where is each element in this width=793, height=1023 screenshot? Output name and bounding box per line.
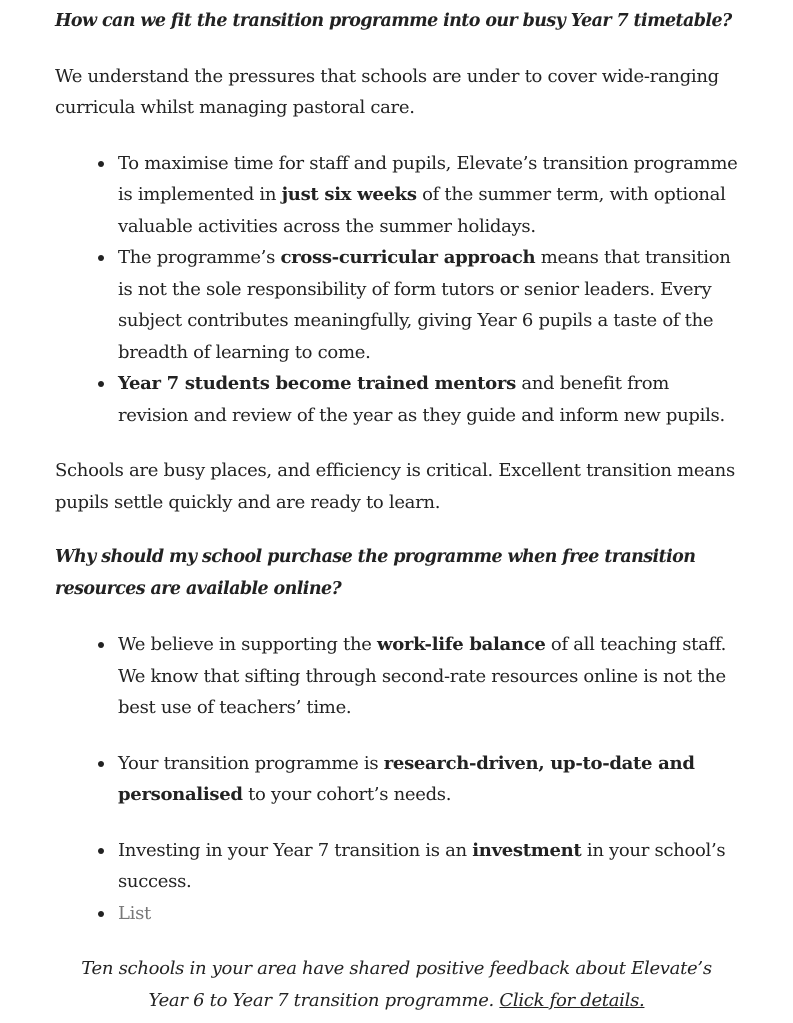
list-item	[118, 148, 738, 243]
list-item-text: We believe in supporting the	[118, 634, 378, 655]
list-item-text: of the summer term, with optional valuable activities across the summer holidays.	[118, 184, 726, 237]
list-item	[118, 242, 738, 368]
feedback-caption-text: Ten schools in your area have shared positive feedback about Elevate’s Year 6 to Year 7 transition programme.	[81, 958, 712, 1011]
list-item-text: and benefit from revision and review of the year as they guide and inform new pupils.	[118, 373, 725, 426]
list-item-placeholder[interactable]: List	[118, 898, 738, 930]
list-item	[118, 748, 738, 811]
faq-intro-paragraph: We understand the pressures that schools are under to cover wide-ranging curricula whilst managing pastoral care.	[55, 65, 719, 118]
list-item-text: in your school’s success.	[118, 839, 726, 892]
list-item-text: The programme’s	[118, 247, 281, 268]
list-item	[118, 368, 738, 431]
list-item-emphasis: research-driven, up-to-date and personalised	[118, 752, 695, 805]
list-item	[118, 629, 738, 724]
list-item-emphasis: Year 7 students become trained mentors	[118, 373, 516, 394]
faq-question-free-resources: Why should my school purchase the programme when free transition resources are available online?	[55, 547, 696, 599]
purchase-reasons-list	[55, 629, 738, 929]
faq-question-timetable: How can we fit the transition programme into our busy Year 7 timetable?	[55, 11, 732, 31]
timetable-benefits-list	[55, 148, 738, 432]
list-item-emphasis: cross-curricular approach	[280, 247, 536, 268]
faq-outro-paragraph: Schools are busy places, and efficiency is critical. Excellent transition means pupils settle quickly and are ready to learn.	[55, 460, 735, 513]
list-item-emphasis: investment	[472, 839, 582, 861]
list-item-text: Your transition programme is	[118, 752, 384, 774]
feedback-caption	[55, 953, 738, 1016]
list-item-text: Investing in your Year 7 transition is an	[118, 839, 473, 861]
click-for-details-link[interactable]: Click for details.	[499, 989, 645, 1011]
list-item-text: means that transition is not the sole responsibility of form tutors or senior leaders. Every subject contributes meaningfully, giving Year 6 pupils a taste of the breadth of learning to come.	[118, 247, 731, 363]
list-item-emphasis: just six weeks	[281, 184, 417, 205]
list-item	[118, 835, 738, 898]
list-item-emphasis: work-life balance	[377, 634, 546, 655]
list-item-text: To maximise time for staff and pupils, Elevate’s transition programme is implemented in	[118, 152, 738, 205]
list-item-text: to your cohort’s needs.	[242, 784, 452, 805]
list-item-text: of all teaching staff. We know that sifting through second-rate resources online is not the best use of teachers’ time.	[118, 634, 727, 718]
